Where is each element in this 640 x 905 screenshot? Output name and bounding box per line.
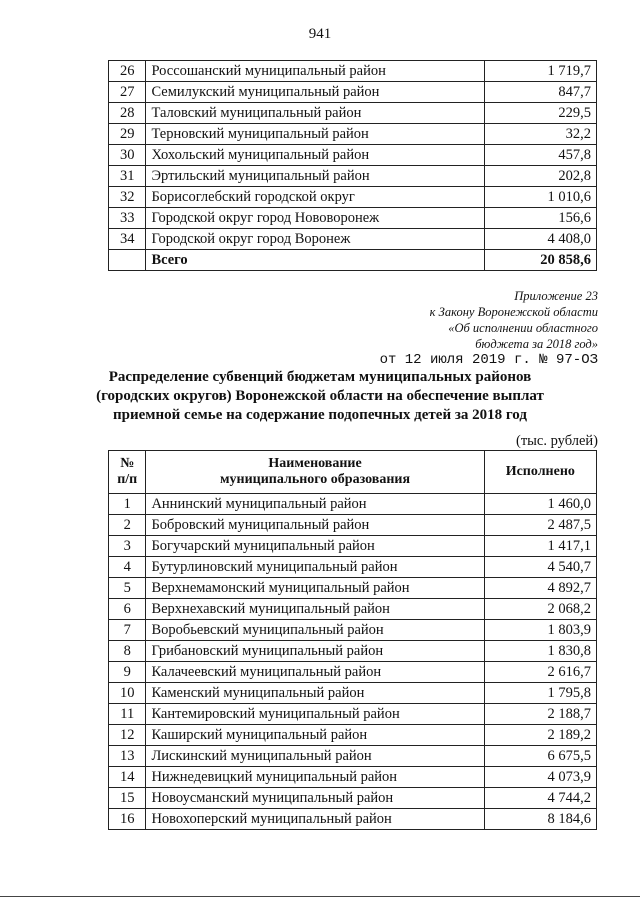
row-value: 8 184,6 [484, 809, 596, 830]
row-value: 1 795,8 [484, 683, 596, 704]
row-number: 15 [109, 788, 146, 809]
table-row [109, 229, 597, 250]
decree-stamp: от 12 июля 2019 г. № 97-ОЗ [379, 352, 598, 368]
page-number: 941 [308, 26, 332, 42]
table-row [109, 61, 597, 82]
row-number: 9 [109, 662, 146, 683]
row-name: Хохольский муниципальный район [146, 145, 484, 166]
distribution-table [108, 450, 597, 830]
header-name [146, 451, 484, 494]
row-value: 1 830,8 [484, 641, 596, 662]
row-value: 2 188,7 [484, 704, 596, 725]
header-value: Исполнено [484, 451, 596, 494]
row-name: Городской округ город Нововоронеж [146, 208, 484, 229]
distribution-table-body [109, 494, 597, 830]
row-number: 28 [109, 103, 146, 124]
header-name-line1: Наименование [268, 456, 362, 471]
row-name: Богучарский муниципальный район [146, 536, 484, 557]
row-value: 4 408,0 [484, 229, 596, 250]
table-row [109, 557, 597, 578]
units-label: (тыс. рублей) [516, 433, 598, 449]
table-row [109, 536, 597, 557]
title-line: приемной семье на содержание подопечных детей за 2018 год [113, 407, 527, 423]
row-number: 6 [109, 599, 146, 620]
row-value: 1 010,6 [484, 187, 596, 208]
row-value: 4 892,7 [484, 578, 596, 599]
table-row [109, 704, 597, 725]
appendix-note [430, 288, 598, 352]
row-name: Терновский муниципальный район [146, 124, 484, 145]
table-row [109, 208, 597, 229]
row-number: 32 [109, 187, 146, 208]
row-name: Грибановский муниципальный район [146, 641, 484, 662]
bottom-rule [0, 896, 640, 897]
row-name: Нижнедевицкий муниципальный район [146, 767, 484, 788]
row-name: Верхнехавский муниципальный район [146, 599, 484, 620]
continuation-table [108, 60, 597, 271]
total-num-cell [109, 250, 146, 271]
row-name: Новоусманский муниципальный район [146, 788, 484, 809]
row-value: 1 417,1 [484, 536, 596, 557]
row-value: 229,5 [484, 103, 596, 124]
continuation-table-body [109, 61, 597, 250]
row-name: Каменский муниципальный район [146, 683, 484, 704]
row-number: 3 [109, 536, 146, 557]
appendix-line: Приложение 23 [514, 289, 598, 303]
table-row [109, 124, 597, 145]
row-number: 33 [109, 208, 146, 229]
row-name: Бутурлиновский муниципальный район [146, 557, 484, 578]
row-value: 4 744,2 [484, 788, 596, 809]
row-name: Каширский муниципальный район [146, 725, 484, 746]
row-name: Борисоглебский городской округ [146, 187, 484, 208]
row-number: 4 [109, 557, 146, 578]
row-name: Аннинский муниципальный район [146, 494, 484, 515]
table-row [109, 599, 597, 620]
row-name: Лискинский муниципальный район [146, 746, 484, 767]
appendix-line: к Закону Воронежской области [429, 305, 598, 319]
total-row [109, 250, 597, 271]
table-row [109, 494, 597, 515]
row-number: 11 [109, 704, 146, 725]
row-value: 2 616,7 [484, 662, 596, 683]
row-number: 2 [109, 515, 146, 536]
row-value: 2 487,5 [484, 515, 596, 536]
appendix-line: бюджета за 2018 год» [475, 337, 598, 351]
table-row [109, 683, 597, 704]
row-name: Бобровский муниципальный район [146, 515, 484, 536]
row-number: 16 [109, 809, 146, 830]
header-num [109, 451, 146, 494]
table-row [109, 725, 597, 746]
appendix-line: «Об исполнении областного [448, 321, 598, 335]
table-header-row [109, 451, 597, 494]
table-row [109, 145, 597, 166]
row-number: 1 [109, 494, 146, 515]
row-value: 6 675,5 [484, 746, 596, 767]
total-label: Всего [146, 250, 484, 271]
row-value: 2 189,2 [484, 725, 596, 746]
row-name: Городской округ город Воронеж [146, 229, 484, 250]
row-number: 29 [109, 124, 146, 145]
row-value: 1 803,9 [484, 620, 596, 641]
row-name: Семилукский муниципальный район [146, 82, 484, 103]
row-number: 13 [109, 746, 146, 767]
table-row [109, 82, 597, 103]
row-number: 12 [109, 725, 146, 746]
header-name-line2: муниципального образования [219, 472, 411, 487]
table-row [109, 187, 597, 208]
table-row [109, 578, 597, 599]
table-row [109, 166, 597, 187]
table-row [109, 620, 597, 641]
row-number: 26 [109, 61, 146, 82]
row-name: Таловский муниципальный район [146, 103, 484, 124]
row-value: 32,2 [484, 124, 596, 145]
row-value: 4 540,7 [484, 557, 596, 578]
row-name: Новохоперский муниципальный район [146, 809, 484, 830]
row-name: Кантемировский муниципальный район [146, 704, 484, 725]
row-name: Калачеевский муниципальный район [146, 662, 484, 683]
row-value: 457,8 [484, 145, 596, 166]
row-name: Россошанский муниципальный район [146, 61, 484, 82]
header-num-line1: № [120, 456, 135, 471]
row-value: 202,8 [484, 166, 596, 187]
row-value: 156,6 [484, 208, 596, 229]
table-row [109, 746, 597, 767]
row-number: 14 [109, 767, 146, 788]
row-number: 5 [109, 578, 146, 599]
row-value: 2 068,2 [484, 599, 596, 620]
row-name: Воробьевский муниципальный район [146, 620, 484, 641]
table-row [109, 662, 597, 683]
title-line: Распределение субвенций бюджетам муниципальных районов [108, 369, 532, 385]
row-number: 31 [109, 166, 146, 187]
row-number: 30 [109, 145, 146, 166]
row-value: 4 073,9 [484, 767, 596, 788]
row-number: 7 [109, 620, 146, 641]
title-line: (городских округов) Воронежской области на обеспечение выплат [96, 388, 544, 404]
total-value: 20 858,6 [484, 250, 596, 271]
row-number: 34 [109, 229, 146, 250]
document-title [0, 368, 640, 425]
table-row [109, 103, 597, 124]
table-row [109, 767, 597, 788]
row-number: 10 [109, 683, 146, 704]
row-number: 8 [109, 641, 146, 662]
row-name: Верхнемамонский муниципальный район [146, 578, 484, 599]
table-row [109, 788, 597, 809]
table-row [109, 809, 597, 830]
row-value: 847,7 [484, 82, 596, 103]
row-name: Эртильский муниципальный район [146, 166, 484, 187]
row-value: 1 719,7 [484, 61, 596, 82]
row-number: 27 [109, 82, 146, 103]
table-row [109, 641, 597, 662]
row-value: 1 460,0 [484, 494, 596, 515]
table-row [109, 515, 597, 536]
header-num-line2: п/п [117, 472, 138, 487]
